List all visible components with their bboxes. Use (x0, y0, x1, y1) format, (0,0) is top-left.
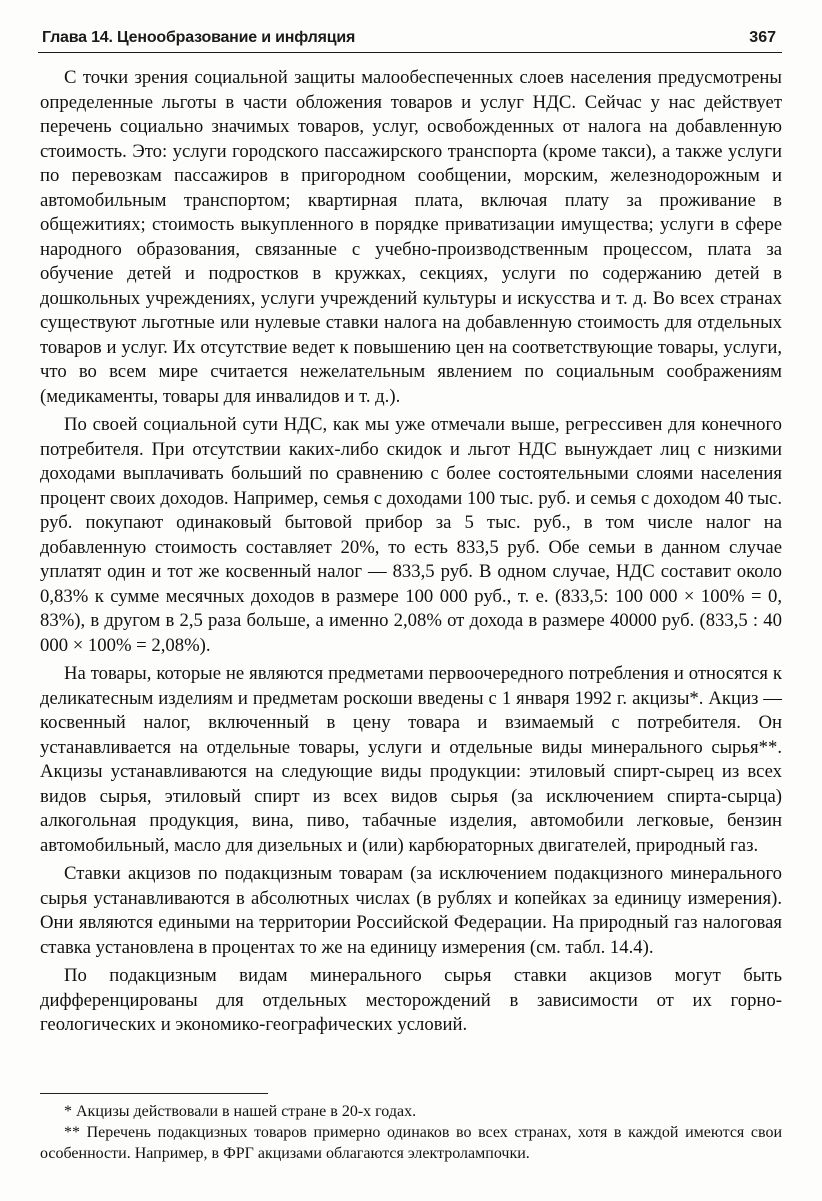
chapter-title: Глава 14. Ценообразование и инфляция (42, 29, 356, 46)
page-number: 367 (749, 29, 776, 46)
paragraph: С точки зрения социальной защиты малообеспеченных слоев населения предусмотрены определенные льготы в части обложения товаров и услуг НДС. Сейчас у нас действует перечень социально значимых товаров, услуг, освобожденных от налога на добавленную стоимость. Это: услуги городского пассажирского транспорта (кроме такси), а также услуги по перевозкам пассажиров в пригородном сообщении, морским, железнодорожным и автомобильным транспортом; квартирная плата, включая плату за проживание в общежитиях; стоимость выкупленного в порядке приватизации имущества; услуги в сфере народного образования, связанные с учебно-производственным процессом, плата за обучение детей и подростков в кружках, секциях, услуги по содержанию детей в дошкольных учреждениях, услуги учреждений культуры и искусства и т. д. Во всех странах существуют льготные или нулевые ставки налога на добавленную стоимость для отдельных товаров и услуг. Их отсутствие ведет к повышению цен на соответствующие товары, услуги, что во всем мире считается нежелательным явлением по социальным соображениям (медикаменты, товары для инвалидов и т. д.). (40, 67, 782, 407)
paragraph: Ставки акцизов по подакцизным товарам (за исключением подакцизного минерального сырья устанавливаются в абсолютных числах (в рублях и копейках за единицу измерения). Они являются едиными на территории Российской Федерации. На природный газ налоговая ставка установлена в процентах то же на единицу измерения (см. табл. 14.4). (40, 863, 782, 958)
footnote: * Акцизы действовали в нашей стране в 20-х годах. (64, 1103, 417, 1120)
main-text (40, 66, 782, 1038)
footnote-separator (40, 1093, 268, 1094)
paragraph: На товары, которые не являются предметами первоочередного потребления и относятся к деликатесным изделиям и предметам роскоши введены с 1 января 1992 г. акцизы*. Акциз — косвенный налог, включенный в цену товара и взимаемый с потребителя. Он устанавливается на отдельные товары, услуги и отдельные виды минерального сырья**. Акцизы устанавливаются на следующие виды продукции: этиловый спирт-сырец из всех видов сырья, этиловый спирт из всех видов сырья (за исключением спирта-сырца) алкогольная продукция, вина, пиво, табачные изделия, автомобили легковые, бензин автомобильный, масло для дизельных и (или) карбюраторных двигателей, природный газ. (40, 663, 782, 856)
footnote: ** Перечень подакцизных товаров примерно одинаков во всех странах, хотя в каждой имеются свои особенности. Например, в ФРГ акцизами облагаются электролампочки. (40, 1124, 782, 1162)
running-header (38, 26, 782, 53)
footnotes (40, 1101, 782, 1164)
paragraph: По своей социальной сути НДС, как мы уже отмечали выше, регрессивен для конечного потребителя. При отсутствии каких-либо скидок и льгот НДС вынуждает лиц с низкими доходами выплачивать больший по сравнению с более состоятельными слоями населения процент своих доходов. Например, семья с доходами 100 тыс. руб. и семья с доходом 40 тыс. руб. покупают одинаковый бытовой прибор за 5 тыс. руб., в том числе налог на добавленную стоимость составляет 20%, то есть 833,5 руб. Обе семьи в данном случае уплатят один и тот же косвенный налог — 833,5 руб. В одном случае, НДС составит около 0,83% к сумме месячных доходов в размере 100 000 руб., т. е. (833,5: 100 000 × 100% = 0, 83%), в другом в 2,5 раза больше, а именно 2,08% от дохода в размере 40000 руб. (833,5 : 40 000 × 100% = 2,08%). (40, 414, 782, 656)
paragraph: По подакцизным видам минерального сырья ставки акцизов могут быть дифференцированы для отдельных месторождений в зависимости от их горно-геологических и экономико-географических условий. (40, 965, 782, 1035)
